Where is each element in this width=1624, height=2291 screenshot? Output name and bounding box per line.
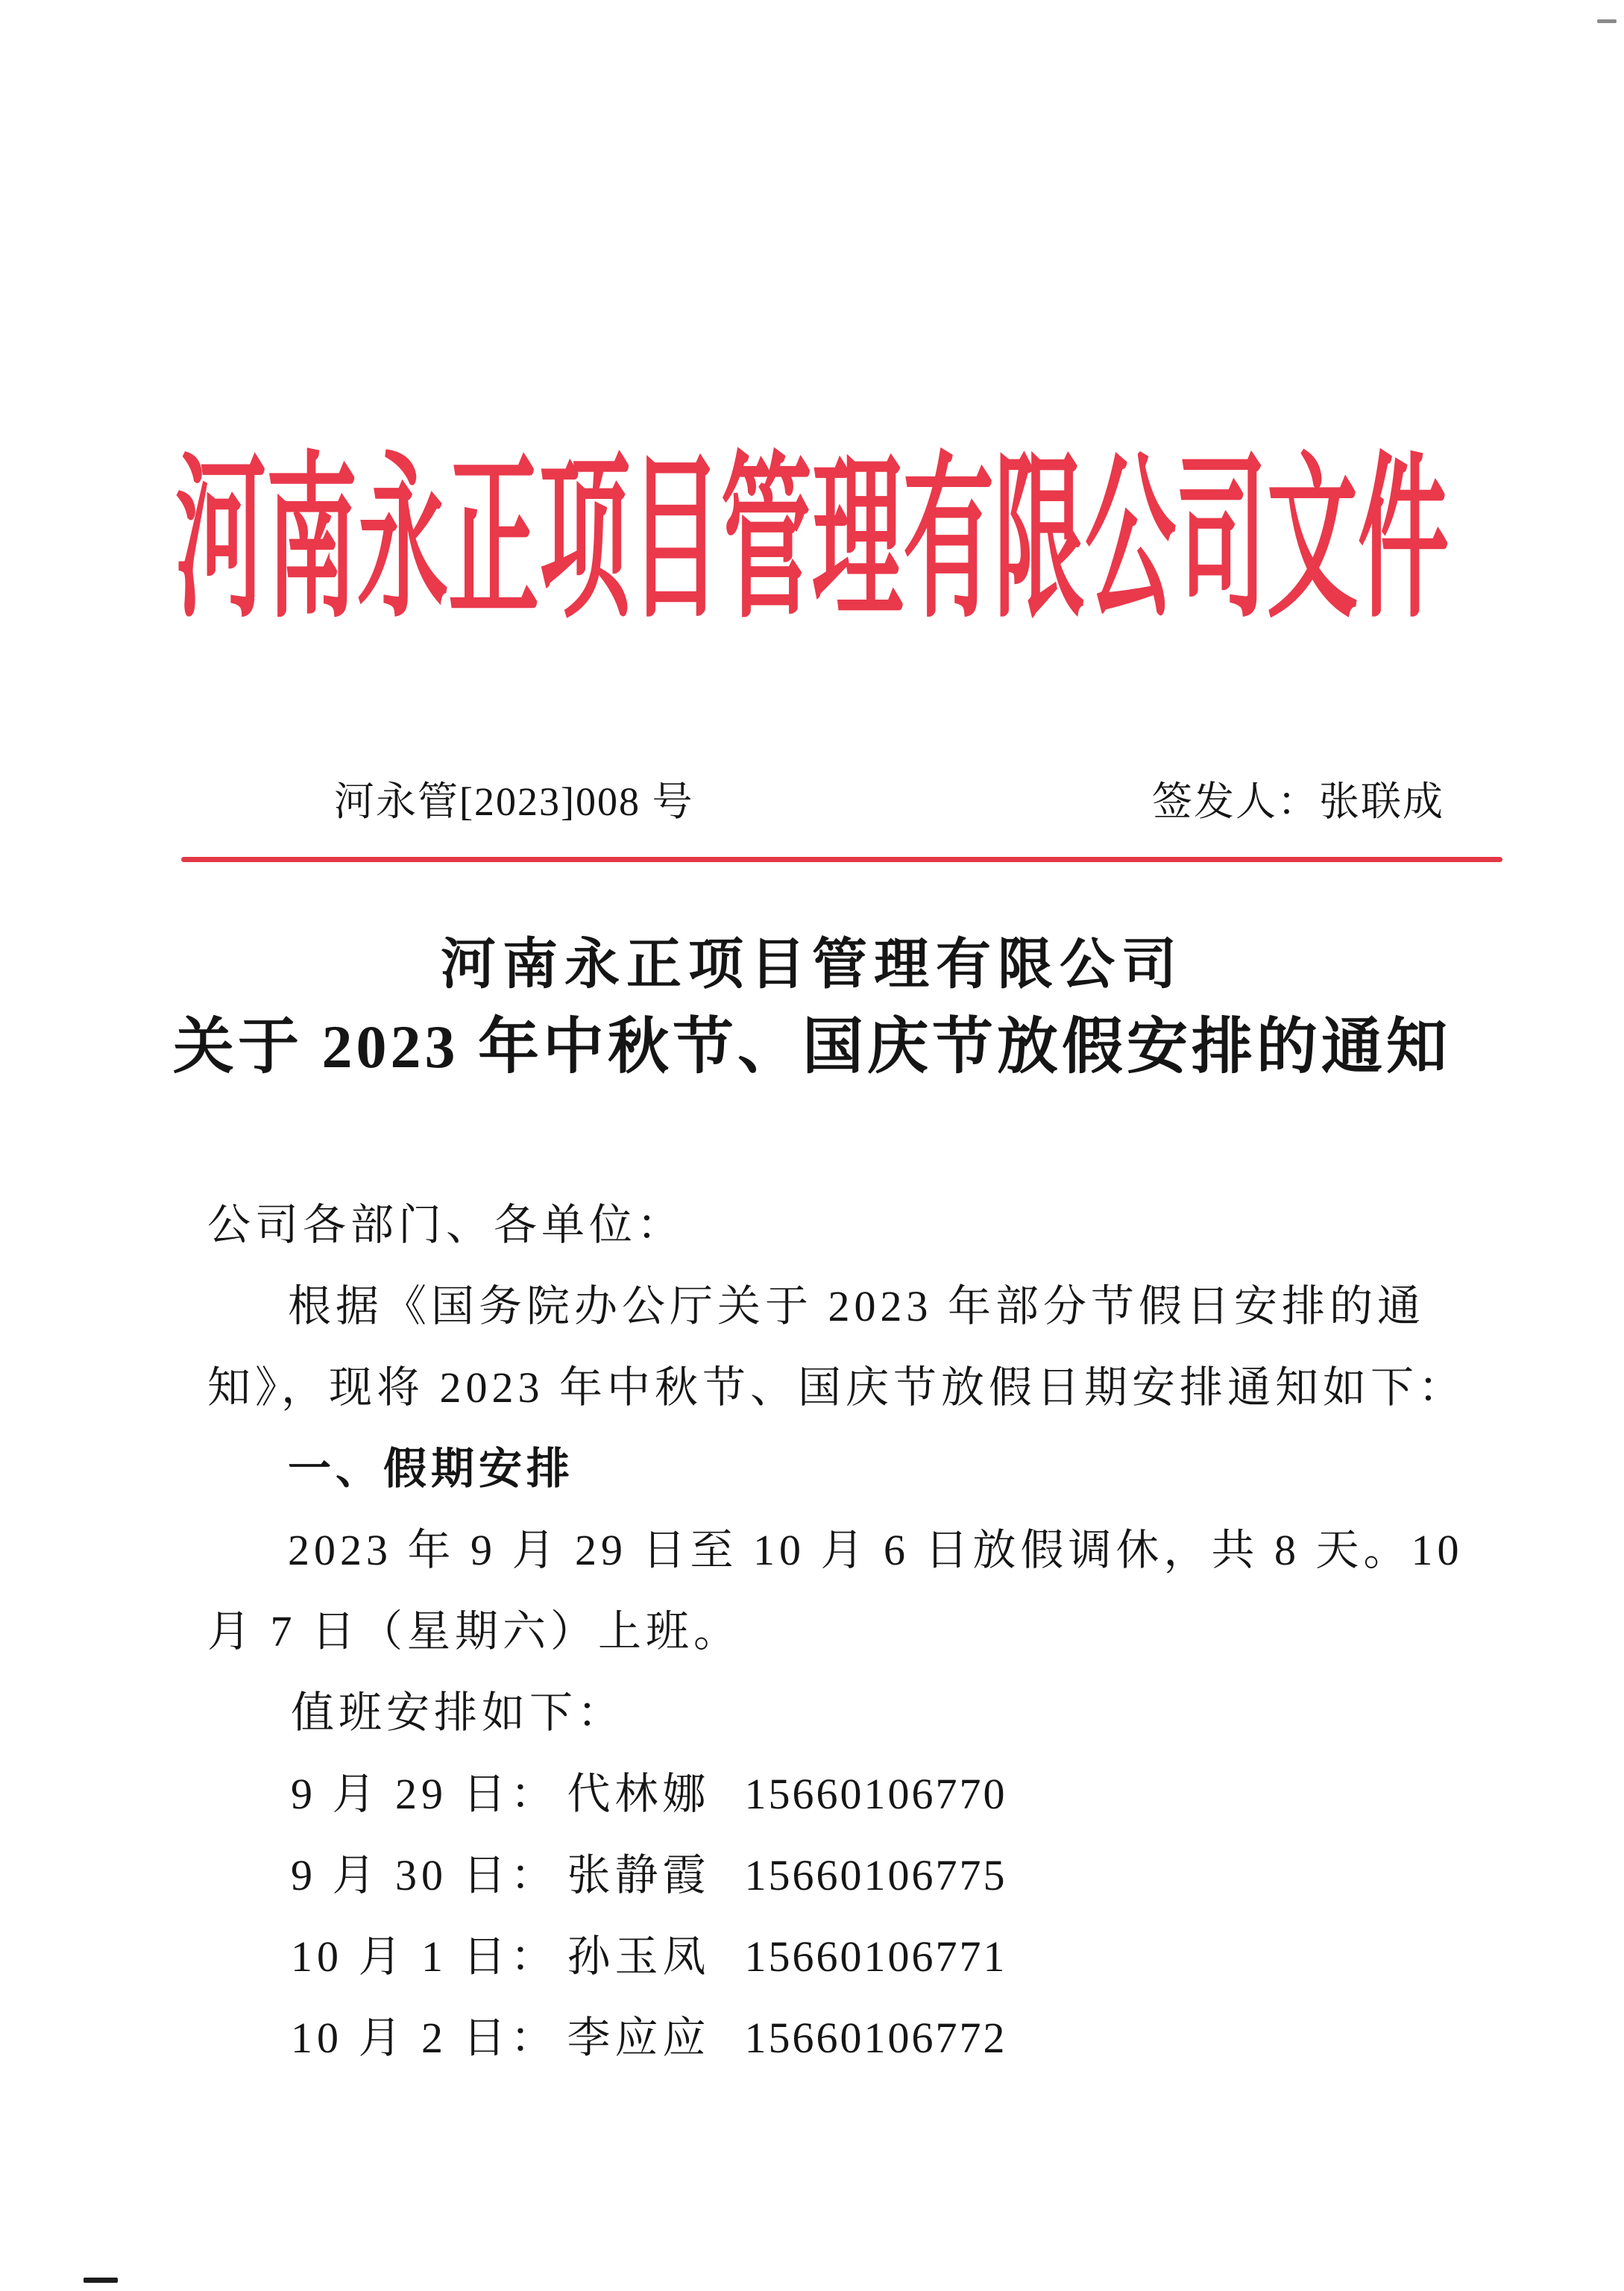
duty-row [207, 1997, 1480, 2078]
duty-date: 10 月 2 日： [291, 2014, 558, 2062]
duty-name: 张静霞 [567, 1851, 711, 1899]
duty-name: 代林娜 [567, 1770, 711, 1818]
salutation: 公司各部门、各单位： [207, 1201, 685, 1249]
issuer [1152, 777, 1444, 826]
section-1-heading: 一、假期安排 [288, 1445, 575, 1493]
duty-date: 10 月 1 日： [291, 1932, 558, 1981]
issuer-label: 签发人： [1152, 779, 1319, 824]
duty-row [207, 1753, 1480, 1835]
duty-date: 9 月 29 日： [291, 1770, 558, 1818]
duty-phone: 15660106775 [744, 1851, 1007, 1899]
duty-intro: 值班安排如下： [291, 1688, 626, 1737]
paragraph-1-line-2: 知》，现将 2023 年中秋节、国庆节放假日期安排通知如下： [207, 1363, 1467, 1412]
duty-name: 孙玉凤 [567, 1932, 711, 1981]
notice-body [207, 1184, 1480, 2078]
notice-title [0, 925, 1624, 1089]
paragraph-1-line-1: 根据《国务院办公厅关于 2023 年部分节假日安排的通 [288, 1282, 1426, 1330]
issuer-name: 张联成 [1319, 779, 1444, 824]
doc-meta-row [207, 777, 1480, 826]
duty-row [207, 1916, 1480, 1997]
letterhead-title: 河南永正项目管理有限公司文件 [175, 443, 1449, 640]
duty-phone: 15660106770 [744, 1770, 1007, 1818]
scan-artifact [1597, 19, 1617, 23]
paragraph-2-line-2: 月 7 日（星期六）上班。 [207, 1607, 742, 1656]
duty-name: 李应应 [567, 2014, 711, 2062]
duty-date: 9 月 30 日： [291, 1851, 558, 1899]
scan-artifact [84, 2278, 118, 2283]
notice-title-line1: 河南永正项目管理有限公司 [441, 934, 1183, 996]
notice-title-line2: 关于 2023 年中秋节、国庆节放假安排的通知 [172, 1013, 1451, 1081]
paragraph-2-line-1: 2023 年 9 月 29 日至 10 月 6 日放假调休，共 8 天。10 [288, 1526, 1464, 1574]
duty-row [207, 1835, 1480, 1916]
doc-number: 河永管[2023]008 号 [334, 779, 694, 824]
duty-phone: 15660106771 [744, 1932, 1007, 1981]
duty-phone: 15660106772 [744, 2014, 1007, 2062]
letterhead-divider [181, 857, 1502, 862]
